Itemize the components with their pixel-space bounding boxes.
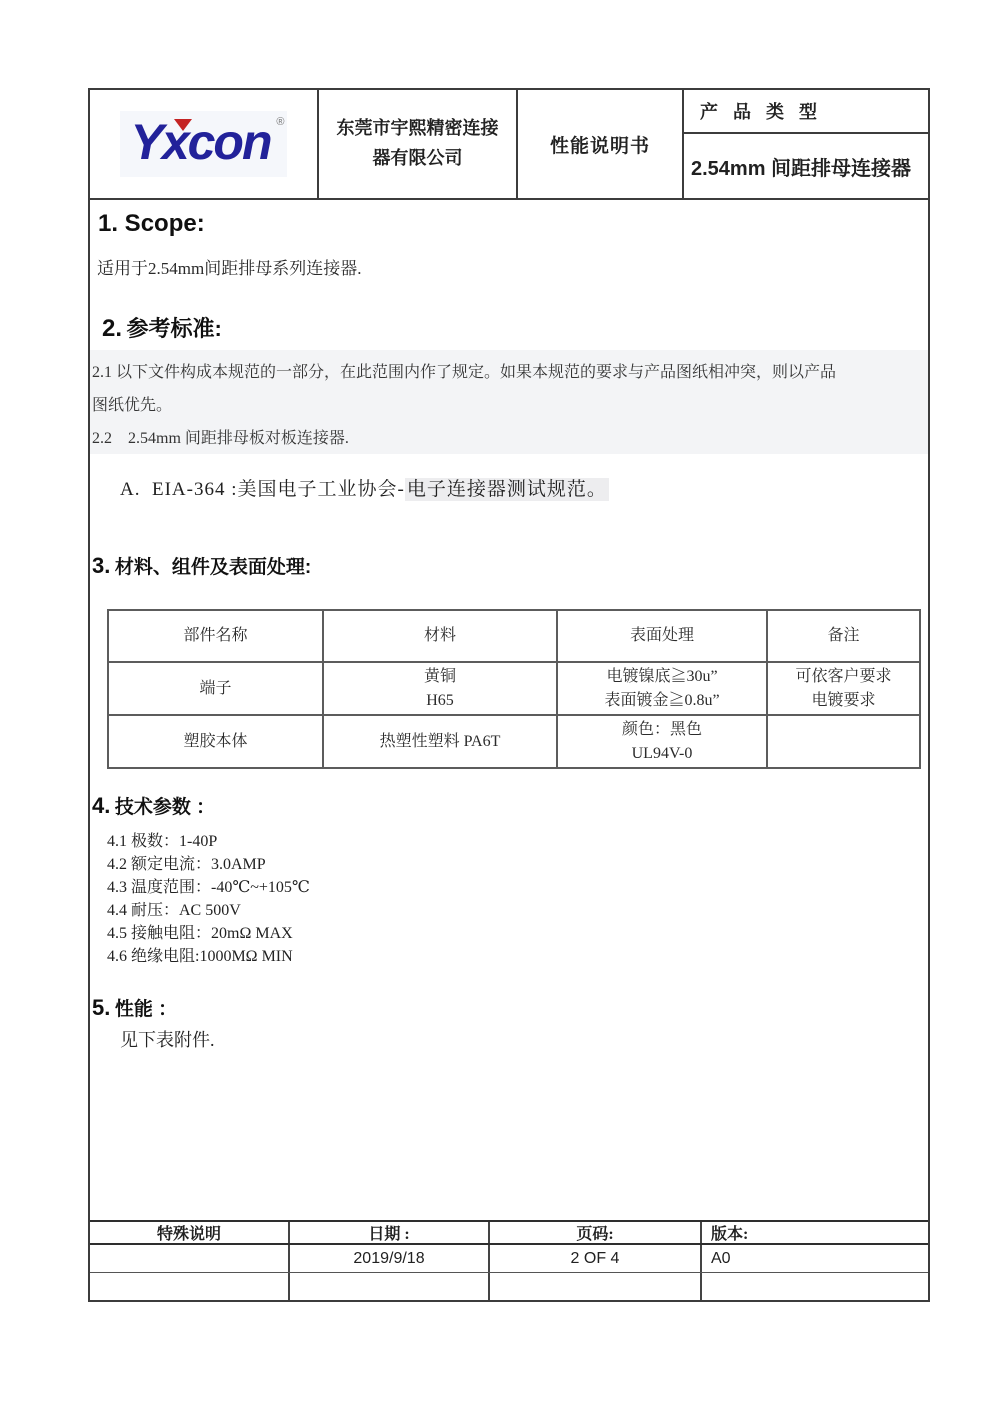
ref-item-2-1-line-1: 2.1 以下文件构成本规范的一部分，在此范围内作了规定。如果本规范的要求与产品图纸相冲突，则以产品 <box>92 364 837 381</box>
cell-note <box>767 715 920 768</box>
section-4-title <box>92 792 215 819</box>
section-5-body: 见下表附件. <box>120 1030 215 1050</box>
cell-material <box>323 715 557 768</box>
section-2-heading: 参考标准: <box>126 316 222 341</box>
section-5-number: 5. <box>92 995 111 1020</box>
company-name: 东莞市宇熙精密连接器有限公司 <box>336 118 499 168</box>
footer-label-row <box>90 1222 928 1245</box>
ref-item-2-2: 2.2 2.54mm 间距排母板对板连接器. <box>92 430 349 447</box>
section-4-number: 4. <box>92 793 111 818</box>
spec-item: 4.3 温度范围：-40℃~+105℃ <box>107 879 310 896</box>
section-3-heading: 材料、组件及表面处理: <box>114 557 312 578</box>
date-value: 2019/9/18 <box>290 1245 490 1272</box>
page-number-value: 2 OF 4 <box>490 1245 702 1272</box>
spec-item: 4.5 接触电阻：20mΩ MAX <box>107 925 293 942</box>
footer-empty-row <box>90 1273 928 1300</box>
cell-line: 电镀镍底≧30u” <box>606 667 718 685</box>
section-2-number: 2. <box>102 315 123 342</box>
special-notes-label: 特殊说明 <box>90 1222 290 1243</box>
logo-triangle-icon <box>174 119 192 131</box>
cell-line: 热塑性塑料 PA6T <box>379 732 501 750</box>
doc-type-cell <box>518 90 684 198</box>
document-page <box>88 88 930 1302</box>
cell-surface <box>557 715 767 768</box>
section-5-heading: 性能 ： <box>114 999 178 1020</box>
section-2-title <box>102 312 222 343</box>
cell-line: H65 <box>426 691 454 709</box>
col-header-surface: 表面处理 <box>557 610 767 662</box>
cell-line: 颜色：黑色 <box>621 720 702 738</box>
ref-item-a <box>120 474 609 501</box>
product-type-label: 产 品 类 型 <box>684 90 928 134</box>
spec-item: 4.2 额定电流：3.0AMP <box>107 856 266 873</box>
registered-trademark-icon: ® <box>276 116 285 128</box>
cell-line: 表面镀金≧0.8u” <box>604 691 720 709</box>
section-3-number: 3. <box>92 553 111 578</box>
materials-header-row <box>108 610 920 662</box>
header-table <box>90 90 928 200</box>
ref-item-a-prefix: A. EIA-364 :美国电子工业协会- <box>120 479 405 500</box>
col-header-part: 部件名称 <box>108 610 323 662</box>
section-3-title <box>92 552 311 579</box>
ref-item-a-highlight: 电子连接器测试规范。 <box>406 479 607 500</box>
product-type-value: 2.54mm 间距排母连接器 <box>691 157 912 180</box>
section-5-title <box>92 994 177 1021</box>
special-notes-value <box>90 1245 290 1272</box>
table-row <box>108 662 920 715</box>
section-1-title: 1. Scope: <box>98 210 205 237</box>
materials-table <box>107 609 921 769</box>
cell-line: 可依客户要求 <box>795 667 892 685</box>
product-type-cell <box>684 90 928 198</box>
empty-cell <box>290 1273 490 1300</box>
cell-line: 电镀要求 <box>811 691 876 709</box>
empty-cell <box>490 1273 702 1300</box>
cell-line: 黄铜 <box>423 667 456 685</box>
company-name-cell <box>319 90 518 198</box>
section-4-heading: 技术参数 ： <box>114 797 216 818</box>
col-header-note: 备注 <box>767 610 920 662</box>
cell-note <box>767 662 920 715</box>
spec-item: 4.4 耐压：AC 500V <box>107 902 241 919</box>
col-header-material: 材料 <box>323 610 557 662</box>
reference-standards-block <box>90 350 928 454</box>
spec-list <box>107 830 310 968</box>
logo-text: Yxcon <box>130 114 271 170</box>
empty-cell <box>702 1273 928 1300</box>
logo-cell <box>90 90 319 198</box>
cell-surface <box>557 662 767 715</box>
section-1-body: 适用于2.54mm间距排母系列连接器. <box>97 259 362 278</box>
ref-item-2-1-line-2: 图纸优先。 <box>92 397 173 414</box>
cell-material <box>323 662 557 715</box>
cell-part: 端子 <box>108 662 323 715</box>
empty-cell <box>90 1273 290 1300</box>
version-label: 版本: <box>711 1226 749 1243</box>
spec-item: 4.6 绝缘电阻:1000MΩ MIN <box>107 948 293 965</box>
date-label: 日期 : <box>290 1222 490 1243</box>
table-row <box>108 715 920 768</box>
cell-part: 塑胶本体 <box>108 715 323 768</box>
footer-table <box>90 1220 928 1300</box>
yxcon-logo <box>120 111 286 177</box>
version-value: A0 <box>711 1249 731 1267</box>
page-number-label: 页码: <box>490 1222 702 1243</box>
cell-line: UL94V-0 <box>631 744 693 762</box>
footer-value-row <box>90 1245 928 1273</box>
spec-item: 4.1 极数：1-40P <box>107 833 218 850</box>
doc-type: 性能说明书 <box>549 135 650 157</box>
